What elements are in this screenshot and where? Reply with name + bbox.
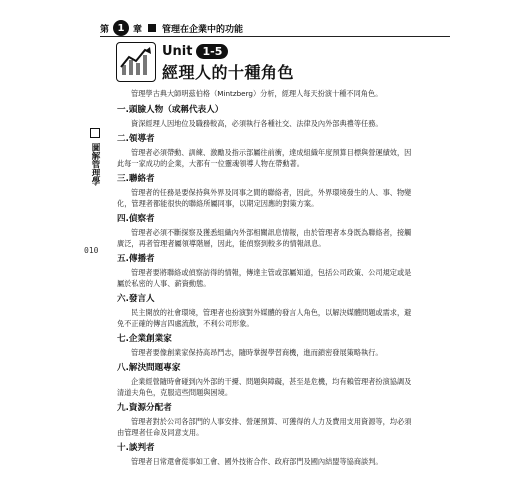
section-body: 管理者日常還會從事如工會、國外技術合作、政府部門及國內結盟等協商談判。 xyxy=(131,457,383,466)
section-heading: 七.企業創業家 xyxy=(117,334,172,344)
intro-paragraph: 管理學古典大師明茲伯格（Mintzberg）分析，經理人每天扮演十種不同角色。 xyxy=(131,89,383,98)
section-heading: 五.傳播者 xyxy=(117,254,155,264)
section-body: 民主開放的社會環境，管理者也扮演對外媒體的發言人角色，以解決媒體問題或需求，避免不正確的傳言四處流散，不利公司形象。 xyxy=(117,308,412,328)
section-heading: 四.偵察者 xyxy=(117,214,155,224)
unit-word: Unit xyxy=(162,44,193,59)
section xyxy=(117,334,417,358)
side-tab xyxy=(86,128,100,185)
section-heading: 十.談判者 xyxy=(117,443,155,453)
page-number: 010 xyxy=(84,246,99,255)
section xyxy=(117,294,417,329)
section-heading: 九.資源分配者 xyxy=(117,403,172,413)
section xyxy=(117,134,417,169)
section xyxy=(117,214,417,249)
content-body xyxy=(117,88,417,472)
section xyxy=(117,403,417,438)
section xyxy=(117,363,417,398)
section xyxy=(117,105,417,129)
section xyxy=(117,174,417,209)
header-rule xyxy=(100,36,450,37)
chapter-number-badge: 1 xyxy=(113,20,129,36)
chapter-suffix: 章 xyxy=(133,24,143,35)
unit-label xyxy=(162,44,228,59)
section-body: 管理者必須不斷探察及獲悉組織內外部相關訊息情報，由於管理者本身既為聯絡者，接觸廣泛，再者管理者屬領導階層，因此，能偵察到較多的情報訊息。 xyxy=(117,228,412,248)
section xyxy=(117,254,417,289)
side-tab-marker-icon xyxy=(90,128,100,138)
section-body: 管理者的任務是要保持與外界及同事之間的聯絡者，因此，外界環境發生的人、事、物變化，管理者都能很快的聯絡所屬同事，以期定因應的對策方案。 xyxy=(117,188,412,208)
section-heading: 六.發言人 xyxy=(117,294,155,304)
chapter-prefix: 第 xyxy=(100,24,110,35)
unit-title: 經理人的十種角色 xyxy=(162,63,295,82)
section-body: 管理者必須帶動、訓練、激勵及指示部屬往前衝，達成組織年度預算目標與營運績效，因此每一家成功的企業，大都有一位靈魂領導人物在帶動著。 xyxy=(117,148,412,168)
section-body: 企業經營隨時會碰到內外部的干擾、問題與障礙，甚至是危機，均有賴管理者扮演協調及清道夫角色，克服這些問題與困境。 xyxy=(117,377,412,397)
section-heading: 一.頭臉人物（或稱代表人） xyxy=(117,105,224,115)
unit-number-badge: 1-5 xyxy=(196,44,228,59)
running-header xyxy=(100,20,400,36)
section-heading: 八.解決問題專家 xyxy=(117,363,181,373)
section-heading: 二.領導者 xyxy=(117,134,155,144)
square-bullet-icon xyxy=(148,24,156,32)
chapter-title: 管理在企業中的功能 xyxy=(162,24,244,35)
section-body: 資深經理人因地位及職務較高，必須執行各種社交、法律及內外部典禮等任務。 xyxy=(131,119,383,128)
section xyxy=(117,443,417,467)
section-heading: 三.聯絡者 xyxy=(117,174,155,184)
chart-trend-icon xyxy=(116,42,156,82)
side-tab-text: 圖解管理學 xyxy=(90,142,100,186)
section-body: 管理者對於公司各部門的人事安排、營運預算、可獲得的人力及費用支用資源等，均必須由管理者任命及同意支用。 xyxy=(117,417,412,437)
section-body: 管理者要像創業家保持高昂鬥志，隨時掌握學習商機，進而鎖密發展策略執行。 xyxy=(131,348,383,357)
section-body: 管理者要將聯絡或偵察訪得的情報，傳達主管或部屬知道，包括公司政策、公司規定或是屬於私密的人事、薪資動態。 xyxy=(117,268,412,288)
